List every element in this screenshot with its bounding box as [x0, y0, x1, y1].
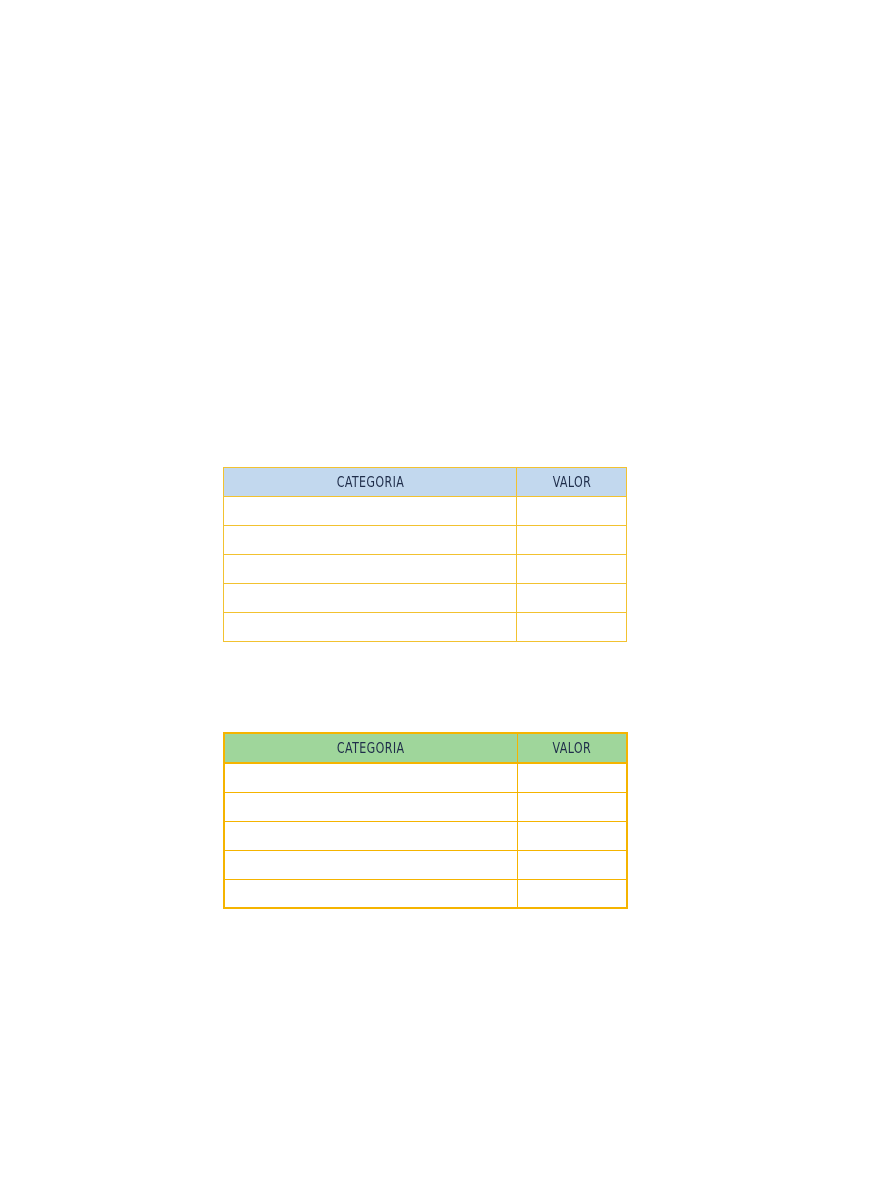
value-cell	[517, 555, 627, 584]
category-cell	[224, 584, 517, 613]
category-column-header: CATEGORIA	[250, 733, 490, 763]
table-row	[224, 613, 627, 642]
table-row	[224, 763, 627, 792]
category-value-table-blue	[223, 467, 627, 642]
table-row	[224, 850, 627, 879]
category-cell	[224, 613, 517, 642]
table-row	[224, 879, 627, 908]
table-row	[224, 821, 627, 850]
category-column-header: CATEGORIA	[250, 468, 490, 497]
value-cell	[517, 850, 627, 879]
value-cell	[517, 613, 627, 642]
value-cell	[517, 879, 627, 908]
table-row	[224, 584, 627, 613]
value-column-header: VALOR	[527, 733, 617, 763]
category-cell	[224, 497, 517, 526]
value-column-header: VALOR	[526, 468, 616, 497]
table-row	[224, 497, 627, 526]
table-header-row	[224, 468, 627, 497]
category-cell	[224, 821, 517, 850]
category-cell	[224, 763, 517, 792]
value-cell	[517, 526, 627, 555]
value-cell	[517, 763, 627, 792]
category-cell	[224, 526, 517, 555]
category-cell	[224, 850, 517, 879]
category-cell	[224, 879, 517, 908]
category-value-table-green	[223, 732, 628, 909]
value-cell	[517, 792, 627, 821]
table-row	[224, 555, 627, 584]
table-row	[224, 792, 627, 821]
value-cell	[517, 821, 627, 850]
table-row	[224, 526, 627, 555]
category-cell	[224, 555, 517, 584]
value-cell	[517, 584, 627, 613]
value-cell	[517, 497, 627, 526]
category-cell	[224, 792, 517, 821]
table-header-row	[224, 733, 627, 763]
